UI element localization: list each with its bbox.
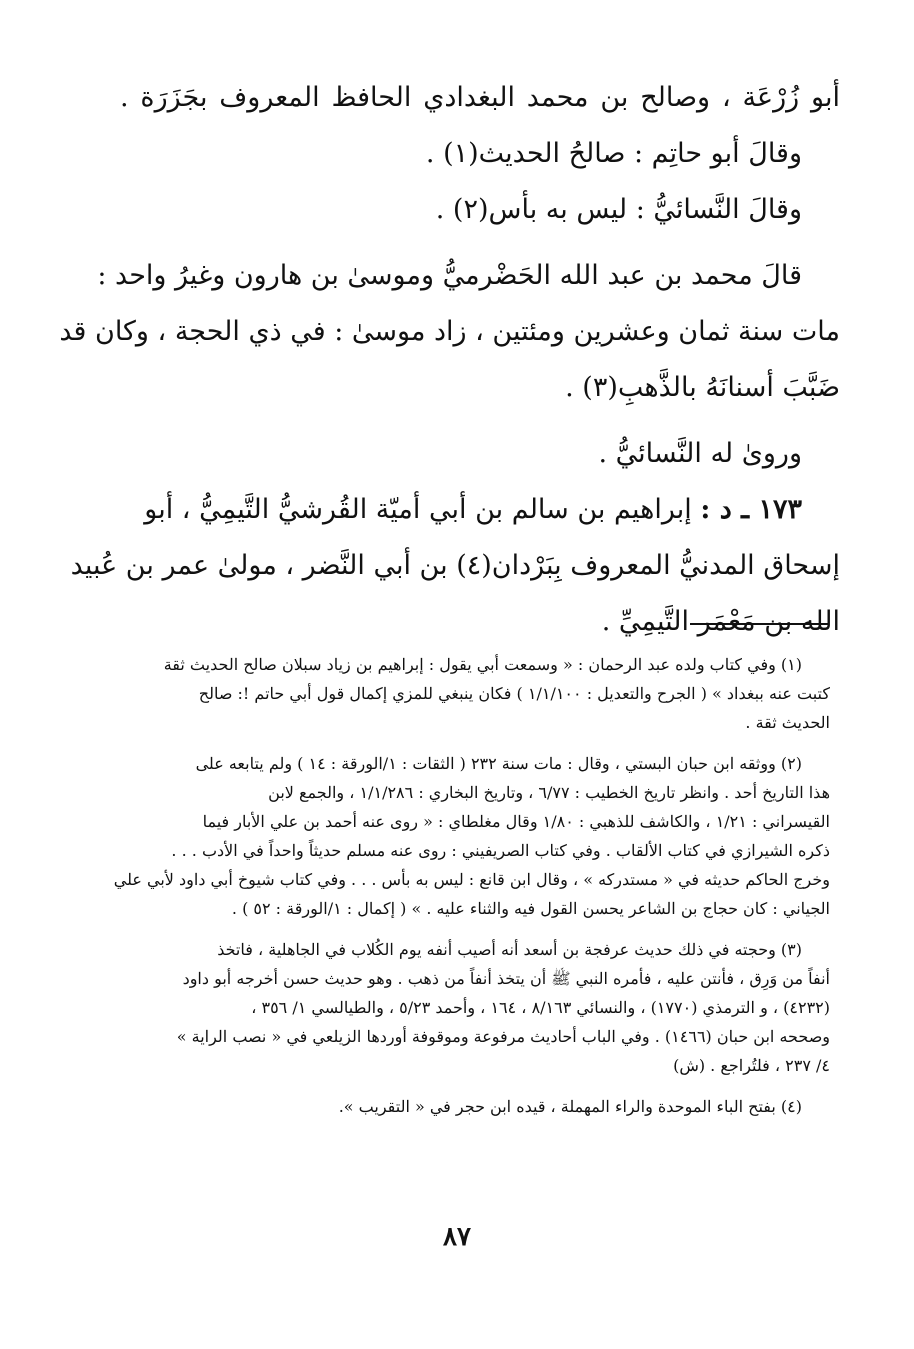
footnote-divider	[690, 623, 828, 625]
entry-heading-text: إبراهيم بن سالم بن أبي أميّة القُرشيُّ التَّيمِيُّ ، أبو	[144, 494, 692, 525]
page-number: ٨٧	[443, 1222, 471, 1252]
text-line: ورویٰ له النَّسائيُّ .	[598, 438, 802, 469]
text-line: ضَبَّبَ أسنانَهُ بالذَّهبِ(٣) .	[565, 372, 840, 403]
footnote-line: وخرج الحاكم حديثه في « مستدركه » ، وقال ابن قانع : ليس به بأس . . . وفي كتاب شيوخ أبي داود لأبي علي	[113, 870, 830, 889]
text-line: الله بن مَعْمَر التَّيمِيِّ .	[601, 606, 840, 637]
footnote-line: ٤/ ٢٣٧ ، فلتُراجع . (ش)	[673, 1056, 830, 1075]
text-line: إسحاق المدنيُّ المعروف بِبَرْدان(٤) بن أبي النَّضر ، مولىٰ عمر بن عُبيد	[70, 550, 840, 581]
footnote-line: (٣) وحجته في ذلك حديث عرفجة بن أسعد أنه أصيب أنفه يوم الكُلاب في الجاهلية ، فاتخذ	[217, 940, 802, 959]
footnote-line: (٤٢٣٢) ، و الترمذي (١٧٧٠) ، والنسائي ٨/١٦٣ ، ١٦٤ ، وأحمد ٥/٢٣ ، والطيالسي ١/ ٣٥٦ ،	[251, 998, 830, 1017]
footnote-line: الحديث ثقة .	[745, 713, 830, 732]
footnote-line: أنفاً من وَرِق ، فأنتن عليه ، فأمره النبي ﷺ أن يتخذ أنفاً من ذهب . وهو حديث حسن أخرجه أبو داود	[182, 969, 830, 988]
footnote-line: وصححه ابن حبان (١٤٦٦) . وفي الباب أحاديث مرفوعة وموقوفة أوردها الزيلعي في « نصب الراية »	[176, 1027, 830, 1046]
footnote-line: ذكره الشيرازي في كتاب الألقاب . وفي كتاب الصريفيني : روى عنه مسلم حديثاً واحداً في الأدب . . .	[171, 841, 830, 860]
text-line: وقالَ أبو حاتِم : صالحُ الحديث(١) .	[425, 138, 802, 169]
footnote-line: القيسراني : ١/٢١ ، والكاشف للذهبي : ١/٨٠ وقال مغلطاي : « روى عنه أحمد بن علي الأبار فيما	[202, 812, 830, 831]
footnotes	[110, 650, 830, 1121]
footnote-line: (٤) بفتح الباء الموحدة والراء المهملة ، قيده ابن حجر في « التقريب ».	[338, 1097, 802, 1116]
main-text	[59, 70, 840, 650]
footnote-line: (١) وفي كتاب ولده عبد الرحمان : « وسمعت أبي يقول : إبراهيم بن زياد سبلان صالح الحديث ثقة	[163, 655, 802, 674]
text-line: وقالَ النَّسائيُّ : ليس به بأس(٢) .	[435, 194, 802, 225]
footnote-line: كتبت عنه ببغداد » ( الجرح والتعديل : ١/١/١٠٠ ) فكان ينبغي للمزي إكمال قول أبي حاتم !: صالح	[198, 684, 830, 703]
text-line: قالَ محمد بن عبد الله الحَضْرميُّ وموسىٰ بن هارون وغيرُ واحد :	[97, 260, 802, 291]
footnote-line: هذا التاريخ أحد . وانظر تاريخ الخطيب : ٦/٧٧ ، وتاريخ البخاري : ١/١/٢٨٦ ، والجمع لابن	[268, 783, 830, 802]
text-line: أبو زُرْعَة ، وصالح بن محمد البغدادي الحافظ المعروف بجَزَرَة .	[120, 82, 840, 113]
footnote-line: الجياني : كان حجاج بن الشاعر يحسن القول فيه والثناء عليه . » ( إكمال : ١/الورقة : ٥٢ ) .	[231, 899, 830, 918]
entry-heading-line	[120, 482, 840, 538]
entry-number: ١٧٣ ـ د :	[700, 494, 802, 525]
text-line: مات سنة ثمان وعشرين ومئتين ، زاد موسىٰ : في ذي الحجة ، وكان قد	[59, 316, 840, 347]
footnote-line: (٢) ووثقه ابن حبان البستي ، وقال : مات سنة ٢٣٢ ( الثقات : ١/الورقة : ١٤ ) ولم يتابعه على	[195, 754, 802, 773]
